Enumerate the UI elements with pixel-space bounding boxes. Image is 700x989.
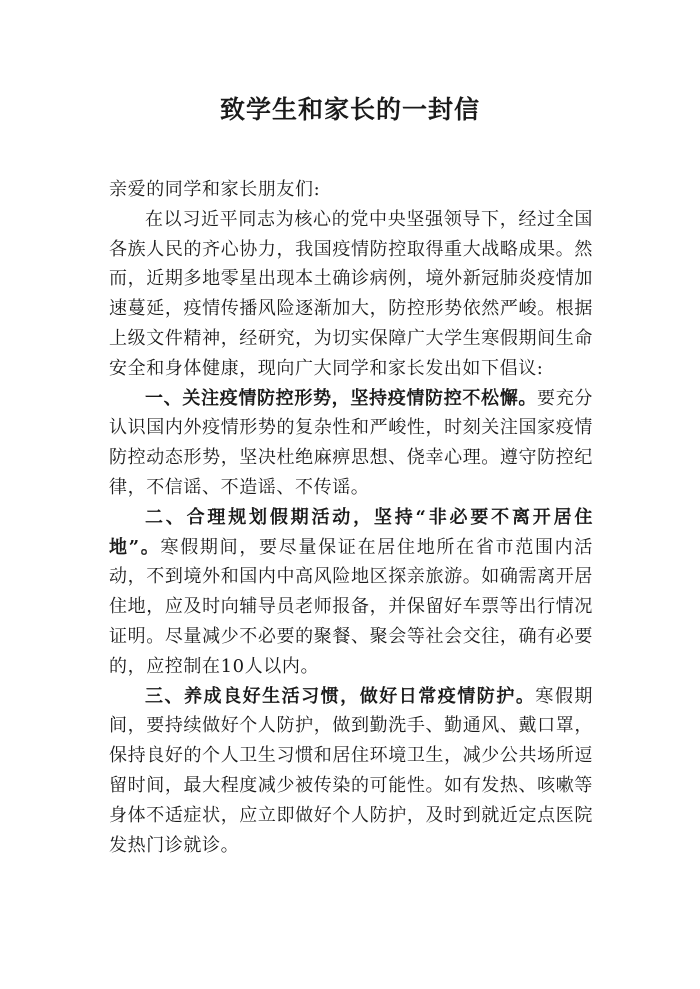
item-text: 寒假期间，要持续做好个人防护，做到勤洗手、勤通风、戴口罩，保持良好的个人卫生习惯和居住环境卫生，减少公共场所逗留时间，最大程度减少被传染的可能性。如有发热、咳嗽等身体不适症状，应立即做好个人防护，及时到就近定点医院发热门诊就诊。	[109, 685, 593, 856]
item-heading: 二、合理规划假期活动，坚持“非必要不离开居住地”。	[109, 506, 593, 558]
intro-paragraph: 在以习近平同志为核心的党中央坚强领导下，经过全国各族人民的齐心协力，我国疫情防控取得重大战略成果。然而，近期多地零星出现本土确诊病例，境外新冠肺炎疫情加速蔓延，疫情传播风险逐渐加大，防控形势依然严峻。根据上级文件精神，经研究，为切实保障广大学生寒假期间生命安全和身体健康，现向广大同学和家长发出如下倡议:	[109, 208, 593, 379]
item-paragraph-1	[109, 384, 593, 503]
item-paragraph-3	[109, 682, 593, 861]
letter-body	[109, 175, 593, 860]
page-title: 致学生和家长的一封信	[219, 95, 480, 124]
item-heading: 一、关注疫情防控形势，坚持疫情防控不松懈。	[145, 387, 538, 409]
item-paragraph-2	[109, 503, 593, 682]
item-heading: 三、养成良好生活习惯，做好日常疫情防护。	[145, 685, 536, 707]
item-text: 要充分认识国内外疫情形势的复杂性和严峻性，时刻关注国家疫情防控动态形势，坚决杜绝麻痹思想、侥幸心理。遵守防控纪律，不信谣、不造谣、不传谣。	[109, 387, 593, 498]
salutation: 亲爱的同学和家长朋友们:	[109, 179, 321, 200]
item-text: 寒假期间，要尽量保证在居住地所在省市范围内活动，不到境外和国内中高风险地区探亲旅游。如确需离开居住地，应及时向辅导员老师报备，并保留好车票等出行情况证明。尽量减少不必要的聚餐、聚会等社会交往，确有必要的，应控制在10人以内。	[109, 536, 593, 677]
